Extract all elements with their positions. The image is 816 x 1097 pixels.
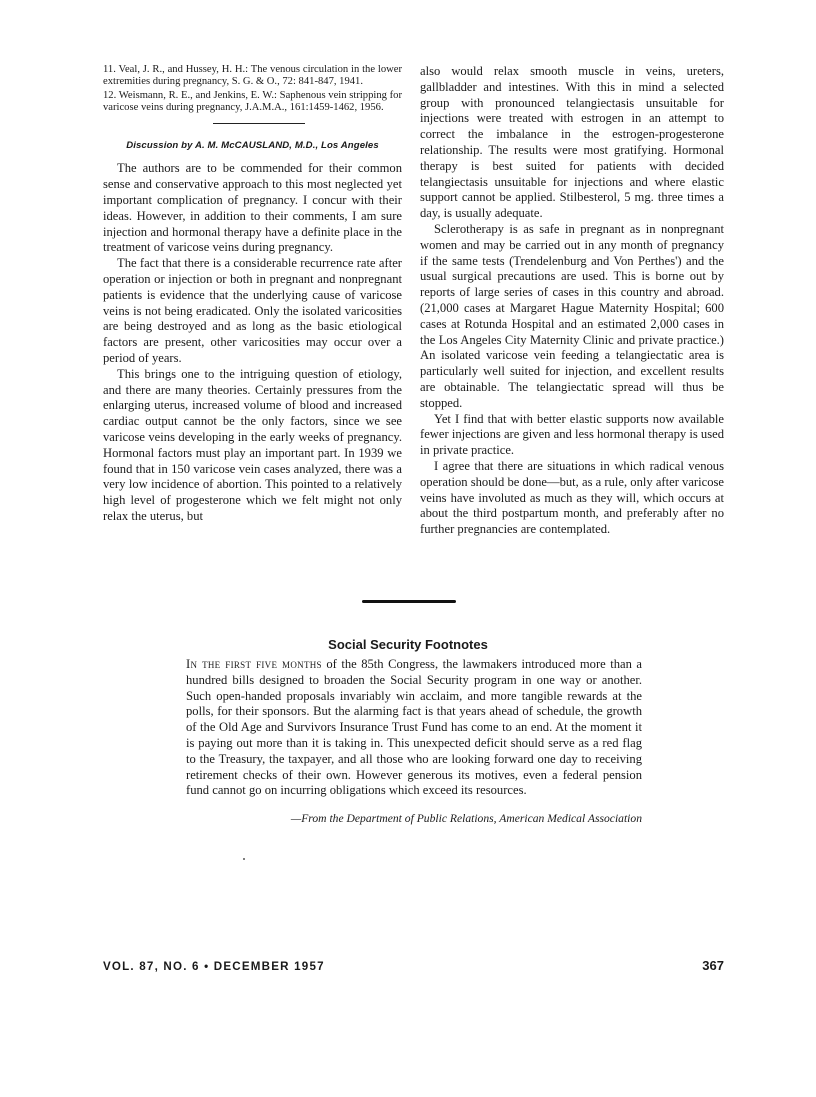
print-speck: [243, 858, 245, 860]
body-paragraph: also would relax smooth muscle in veins, ureters, gallbladder and intestines. With this in mind a selected group with pronounced telangiectasis unsuitable for injections were treated with estrogen in an attempt to correct the imbalance in the estrogen-progesterone relationship. The results were most gratifying. Hormonal therapy is best suited for patients with decided telangiectasis unsuitable for injections and where elastic support cannot be applied. Stilbesterol, 5 mg. three times a day, is usually adequate.: [420, 64, 724, 221]
right-column: [420, 64, 724, 538]
body-paragraph: I agree that there are situations in which radical venous operation should be done—but, as a rule, only after varicose veins have involuted as much as they will, which occurs at about the third postpartum month, and preferably after no further pregnancies are contemplated.: [420, 458, 724, 537]
sidebar-lead-in: In the first five months: [186, 657, 322, 671]
reference-list: [103, 64, 402, 115]
section-divider: [213, 123, 305, 124]
reference-item: 11. Veal, J. R., and Hussey, H. H.: The venous circulation in the lower extremities during pregnancy, S. G. & O., 72: 841-847, 1941.: [103, 64, 402, 88]
sidebar-text: of the 85th Congress, the lawmakers introduced more than a hundred bills designed to broaden the Social Security program in one way or another. Such open-handed proposals invariably win acclaim, and more tangible rewards at the polls, for their sponsors. But the alarming fact is that years ahead of schedule, the growth of the Old Age and Survivors Insurance Trust Fund has come to an end. At the moment it is paying out more than it is taking in. This unexpected deficit should serve as a red flag to the Treasury, the taxpayer, and all those who are looking forward one day to receiving retirement checks of their own. However generous its motives, even a federal pension fund cannot go on incurring obligations which exceed its resources.: [186, 657, 642, 798]
body-paragraph: Yet I find that with better elastic supports now available fewer injections are given and less hormonal therapy is used in private practice.: [420, 411, 724, 458]
discussion-byline: Discussion by A. M. McCAUSLAND, M.D., Los Angeles: [126, 139, 379, 151]
body-paragraph: The fact that there is a considerable recurrence rate after operation or injection or both in pregnant and nonpregnant patients is evidence that the underlying cause of varicose veins is not being eradicated. Only the isolated varicosities are being destroyed and as long as the basic etiological factors are present, other varicosities may occur over a period of years.: [103, 256, 402, 365]
sidebar-body: [186, 657, 642, 799]
body-paragraph: This brings one to the intriguing question of etiology, and there are many theories. Certainly pressures from the enlarging uterus, increased volume of blood and increased cardiac output cannot be the only factors, since we see varicose veins developing in the early weeks of pregnancy. Hormonal factors must play an important part. In 1939 we found that in 150 varicose vein cases analyzed, there was a very low incidence of abortion. This pointed to a relatively high level of progesterone which we felt might not only relax the uterus, but: [103, 366, 402, 523]
sidebar-source: —From the Department of Public Relations, American Medical Association: [290, 812, 642, 825]
sidebar-title: Social Security Footnotes: [328, 637, 488, 652]
body-paragraph: Sclerotherapy is as safe in pregnant as in nonpregnant women and may be carried out in any month of pregnancy if the same tests (Trendelenburg and Von Perthes') and the usual surgical precautions are used. This is borne out by reports of large series of cases in this country and abroad. (21,000 cases at Margaret Hague Maternity Hospital; 600 cases at Rotunda Hospital and an estimated 2,000 cases in the Los Angeles City Maternity Clinic and private practice.) An isolated varicose vein feeding a telangiectatic area is particularly well suited for injection, and excellent results are obtainable. The telangiectatic spread will thus be stopped.: [420, 221, 724, 410]
reference-item: 12. Weismann, R. E., and Jenkins, E. W.: Saphenous vein stripping for varicose veins during pregnancy, J.A.M.A., 161:1459-1462, 1956.: [103, 89, 402, 114]
issue-footer: VOL. 87, NO. 6 • DECEMBER 1957: [103, 960, 325, 973]
left-column: [103, 64, 402, 525]
page-number: 367: [702, 958, 724, 973]
body-paragraph: The authors are to be commended for their common sense and conservative approach to this most neglected yet important complication of pregnancy. I concur with their ideas. However, in addition to their comments, I am sure injection and hormonal therapy have a definite place in the treatment of varicose veins during pregnancy.: [103, 161, 402, 255]
section-separator: [362, 600, 456, 603]
